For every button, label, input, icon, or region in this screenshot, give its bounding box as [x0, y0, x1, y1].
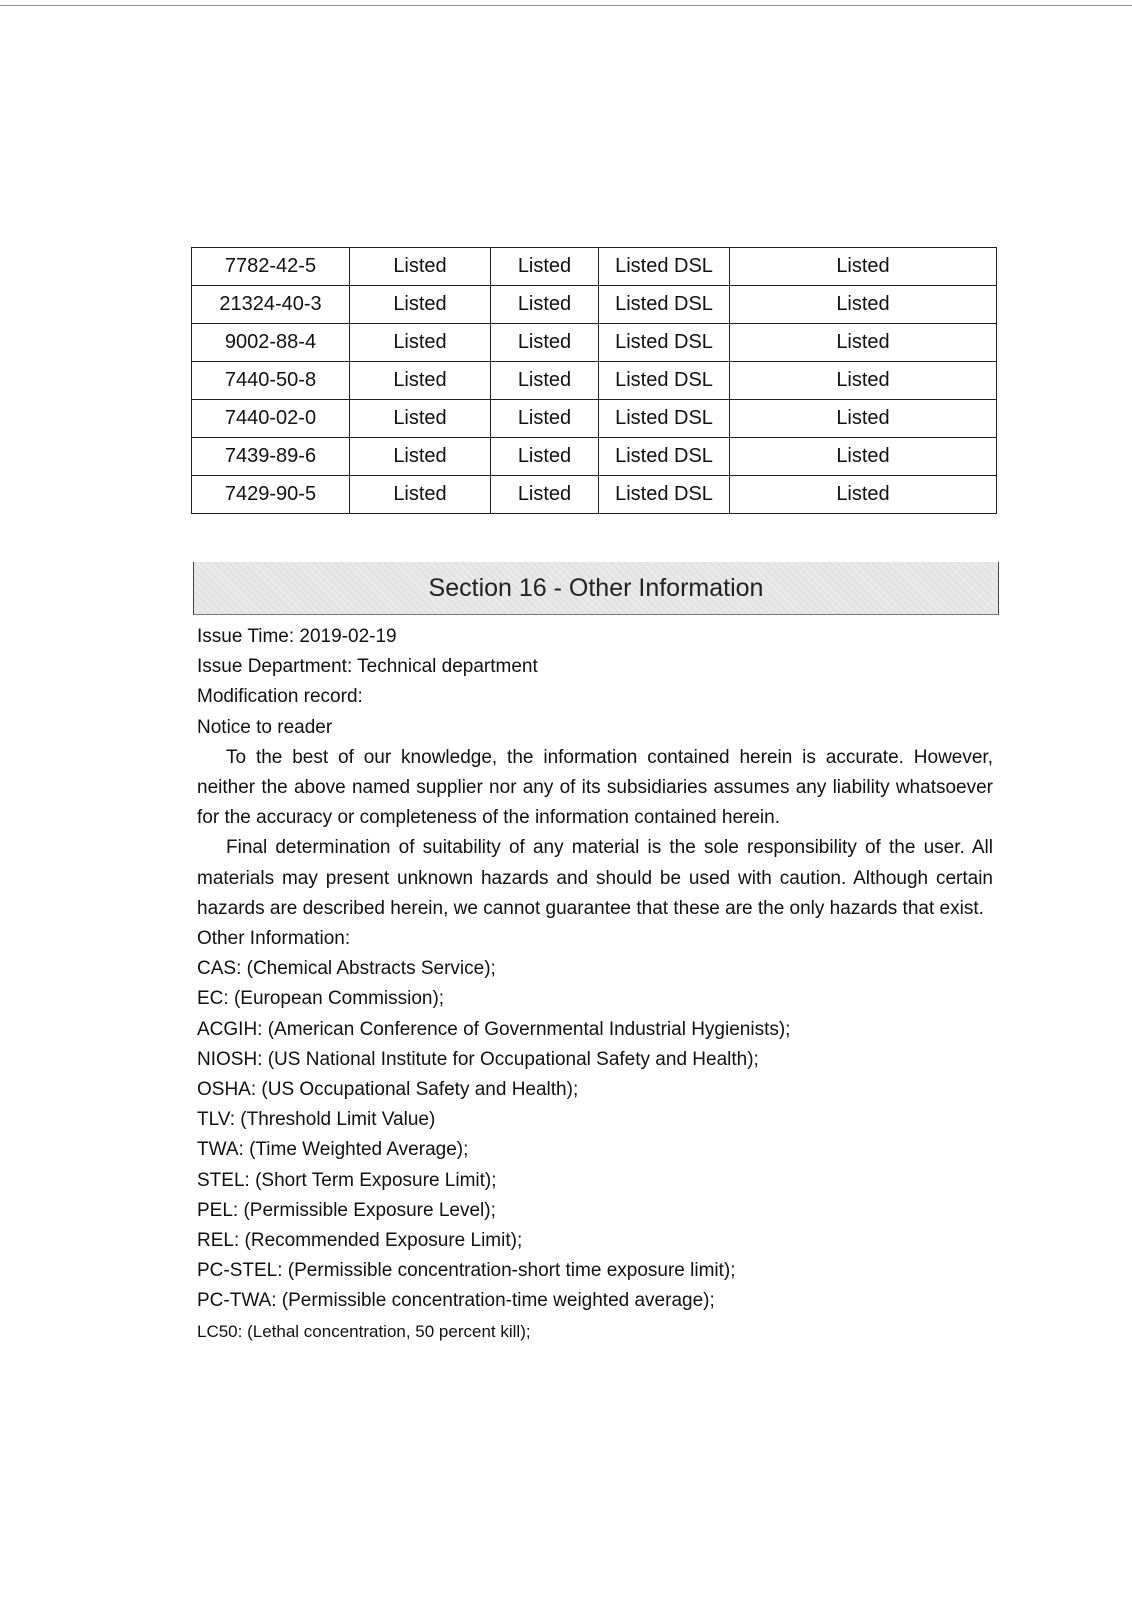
abbreviation-item: LC50: (Lethal concentration, 50 percent kill); — [197, 1321, 531, 1341]
modification-record: Modification record: — [197, 686, 363, 708]
listing-status-cell: Listed DSL — [599, 476, 730, 514]
listing-status-cell: Listed — [350, 286, 491, 324]
listing-status-cell: Listed DSL — [599, 248, 730, 286]
section-16-body — [197, 622, 993, 1347]
table-row — [192, 400, 997, 438]
cas-number-cell: 21324-40-3 — [192, 286, 350, 324]
listing-status-cell: Listed — [730, 248, 997, 286]
cas-number-cell: 7440-02-0 — [192, 400, 350, 438]
abbreviation-item: NIOSH: (US National Institute for Occupational Safety and Health); — [197, 1048, 759, 1070]
listing-status-cell: Listed — [730, 476, 997, 514]
abbreviation-item: TWA: (Time Weighted Average); — [197, 1139, 469, 1161]
listing-status-cell: Listed — [491, 438, 599, 476]
table-body — [192, 248, 997, 514]
listing-status-cell: Listed DSL — [599, 286, 730, 324]
listing-status-cell: Listed DSL — [599, 400, 730, 438]
table-row — [192, 476, 997, 514]
notice-heading: Notice to reader — [197, 716, 333, 738]
abbreviation-item: EC: (European Commission); — [197, 988, 445, 1010]
abbreviation-item: CAS: (Chemical Abstracts Service); — [197, 958, 496, 980]
top-border-rule — [0, 5, 1132, 6]
listing-status-cell: Listed DSL — [599, 438, 730, 476]
issue-department: Issue Department: Technical department — [197, 656, 538, 678]
listing-status-cell: Listed DSL — [599, 324, 730, 362]
cas-number-cell: 7782-42-5 — [192, 248, 350, 286]
listing-status-cell: Listed — [730, 324, 997, 362]
section-16-title: Section 16 - Other Information — [428, 573, 764, 602]
listing-status-cell: Listed — [730, 362, 997, 400]
table-row — [192, 362, 997, 400]
listing-status-cell: Listed — [350, 324, 491, 362]
listing-status-cell: Listed — [491, 286, 599, 324]
listing-status-cell: Listed — [730, 400, 997, 438]
listing-status-cell: Listed — [350, 476, 491, 514]
abbreviation-list — [197, 954, 993, 1347]
abbreviation-item: PC-TWA: (Permissible concentration-time weighted average); — [197, 1290, 715, 1312]
listing-status-cell: Listed — [491, 476, 599, 514]
abbreviation-item: TLV: (Threshold Limit Value) — [197, 1109, 436, 1131]
table-row — [192, 438, 997, 476]
abbreviation-item: OSHA: (US Occupational Safety and Health); — [197, 1079, 579, 1101]
cas-number-cell: 7429-90-5 — [192, 476, 350, 514]
cas-number-cell: 7439-89-6 — [192, 438, 350, 476]
abbreviation-item: PEL: (Permissible Exposure Level); — [197, 1199, 496, 1221]
listing-status-cell: Listed — [350, 438, 491, 476]
listing-status-cell: Listed — [730, 438, 997, 476]
table-row — [192, 324, 997, 362]
notice-paragraph-1: To the best of our knowledge, the information contained herein is accurate. However, neither the above named supplier nor any of its subsidiaries assumes any liability whatsoever for the accuracy or completeness of the information contained herein. — [197, 746, 993, 829]
listing-status-cell: Listed — [350, 400, 491, 438]
other-information-heading: Other Information: — [197, 928, 351, 950]
table-row — [192, 286, 997, 324]
listing-status-cell: Listed — [350, 362, 491, 400]
table-row — [192, 248, 997, 286]
notice-paragraph-2: Final determination of suitability of any material is the sole responsibility of the user. All materials may present unknown hazards and should be used with caution. Although certain hazards are described herein, we cannot guarantee that these are the only hazards that exist. — [197, 837, 993, 919]
abbreviation-item: ACGIH: (American Conference of Governmental Industrial Hygienists); — [197, 1018, 791, 1040]
cas-number-cell: 7440-50-8 — [192, 362, 350, 400]
listing-status-cell: Listed — [491, 248, 599, 286]
issue-time: Issue Time: 2019-02-19 — [197, 626, 397, 647]
section-16-banner — [193, 562, 999, 615]
listing-status-cell: Listed — [491, 400, 599, 438]
listing-status-cell: Listed — [491, 362, 599, 400]
cas-number-cell: 9002-88-4 — [192, 324, 350, 362]
listing-status-cell: Listed — [350, 248, 491, 286]
abbreviation-item: REL: (Recommended Exposure Limit); — [197, 1230, 523, 1252]
listing-status-cell: Listed — [730, 286, 997, 324]
listing-status-cell: Listed — [491, 324, 599, 362]
abbreviation-item: STEL: (Short Term Exposure Limit); — [197, 1169, 497, 1191]
listing-status-cell: Listed DSL — [599, 362, 730, 400]
abbreviation-item: PC-STEL: (Permissible concentration-short time exposure limit); — [197, 1260, 736, 1282]
regulatory-status-table — [191, 247, 997, 514]
